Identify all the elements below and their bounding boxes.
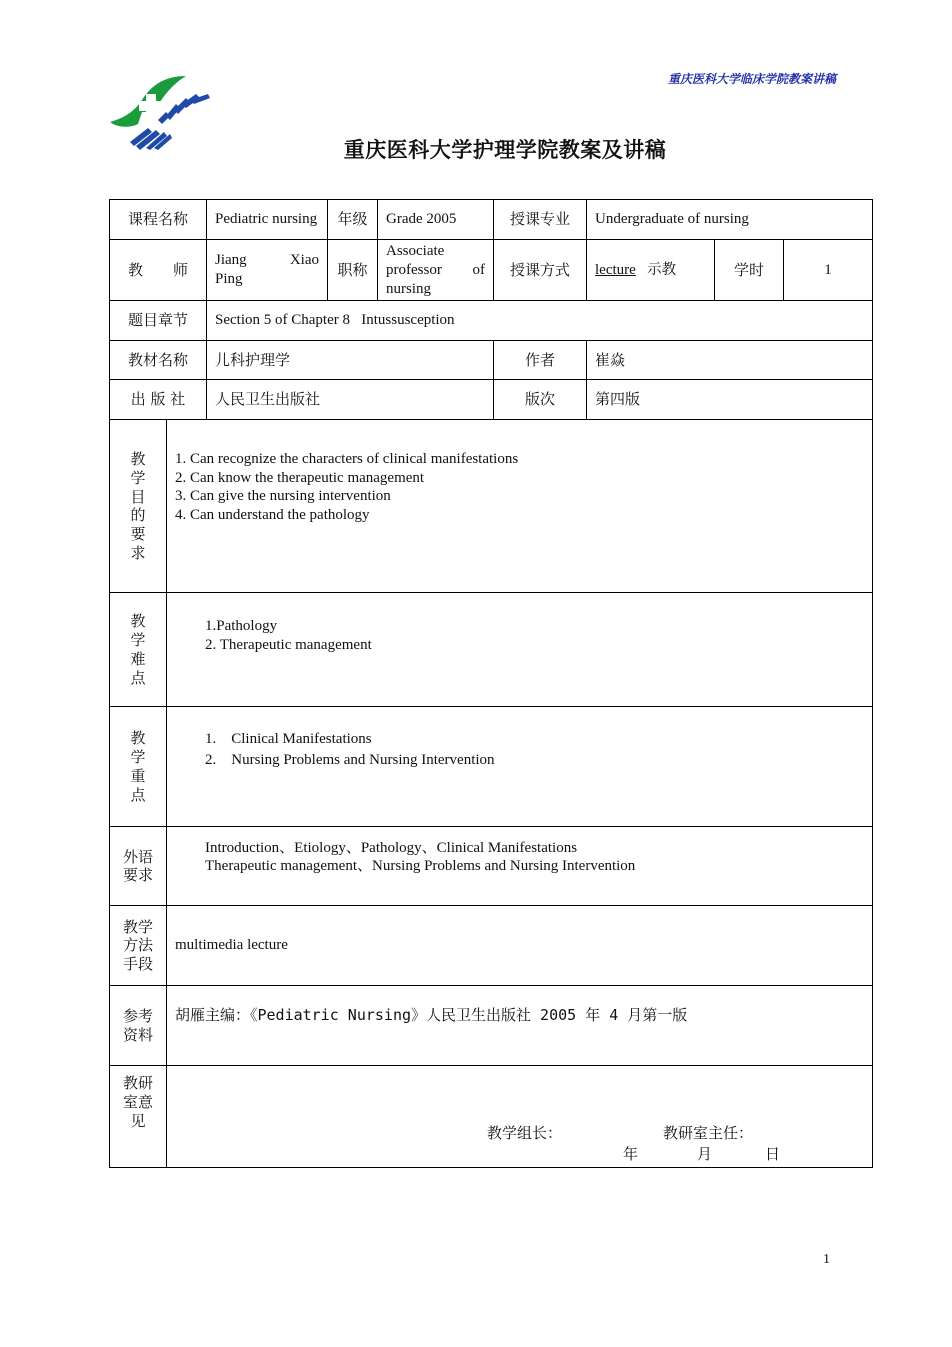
difficulties-label: 教 学 难 点 — [110, 593, 167, 707]
row-publisher — [110, 380, 873, 420]
edition-label: 版次 — [494, 380, 587, 420]
list-item: 4. Can understand the pathology — [175, 507, 370, 523]
course-label: 课程名称 — [110, 200, 207, 240]
major-label: 授课专业 — [494, 200, 587, 240]
list-item: 2. Therapeutic management — [205, 636, 372, 653]
row-teacher — [110, 240, 873, 301]
row-textbook — [110, 341, 873, 380]
publisher-value: 人民卫生出版社 — [207, 380, 494, 420]
page-number: 1 — [823, 1252, 830, 1267]
objectives-label: 教 学 目 的 要 求 — [110, 420, 167, 593]
hours-label: 学时 — [715, 240, 784, 301]
teacher-value: Jiang Xiao Ping — [207, 240, 328, 301]
date-day: 日 — [765, 1145, 781, 1164]
difficulties-content — [167, 593, 873, 707]
teacher-label: 教 师 — [110, 240, 207, 301]
major-value: Undergraduate of nursing — [587, 200, 873, 240]
row-course — [110, 200, 873, 240]
references-label: 参考 资料 — [110, 986, 167, 1066]
row-references — [110, 986, 873, 1066]
title-label: 职称 — [328, 240, 378, 301]
header-tag: 重庆医科大学临床学院教案讲稿 — [667, 72, 836, 86]
list-item: 1. Clinical Manifestations — [205, 730, 372, 747]
foreign-content: Introduction、Etiology、Pathology、Clinical Manifestations Therapeutic management、Nursing Problems and Nursing Intervention — [167, 827, 873, 906]
list-item: 2. Can know the therapeutic management — [175, 469, 425, 486]
title-value: Associate professor of nursing — [378, 240, 494, 301]
row-methods — [110, 906, 873, 986]
course-value: Pediatric nursing — [207, 200, 328, 240]
opinion-label: 教研 室意 见 — [110, 1066, 167, 1168]
keypoints-content — [167, 707, 873, 827]
row-objectives — [110, 420, 873, 593]
textbook-value: 儿科护理学 — [207, 341, 494, 380]
objectives-content — [167, 420, 873, 593]
row-difficulties — [110, 593, 873, 707]
list-item: 2. Nursing Problems and Nursing Intervention — [205, 751, 495, 768]
grade-label: 年级 — [328, 200, 378, 240]
method-label: 授课方式 — [494, 240, 587, 301]
hours-value: 1 — [784, 240, 873, 301]
methods-content: multimedia lecture — [167, 906, 873, 986]
list-item: 3. Can give the nursing intervention — [175, 488, 391, 505]
keypoints-label: 教 学 重 点 — [110, 707, 167, 827]
chapter-label: 题目章节 — [110, 301, 207, 341]
row-opinion — [110, 1066, 873, 1168]
row-chapter — [110, 301, 873, 341]
method-value: lecture 示教 — [587, 240, 715, 301]
chapter-value: Section 5 of Chapter 8 Intussusception — [207, 301, 873, 341]
list-item: 1. Can recognize the characters of clinical manifestations — [175, 450, 519, 467]
dept-head-label: 教研室主任： — [663, 1124, 754, 1143]
group-leader-label: 教学组长： — [487, 1124, 563, 1143]
row-keypoints — [110, 707, 873, 827]
list-item: 1.Pathology — [205, 618, 278, 634]
author-value: 崔焱 — [587, 341, 873, 380]
row-foreign — [110, 827, 873, 906]
document-title: 重庆医科大学护理学院教案及讲稿 — [343, 138, 667, 162]
edition-value: 第四版 — [587, 380, 873, 420]
foreign-label: 外语 要求 — [110, 827, 167, 906]
methods-label: 教学 方法 手段 — [110, 906, 167, 986]
publisher-label: 出 版 社 — [110, 380, 207, 420]
date-month: 月 — [697, 1145, 713, 1164]
opinion-content — [167, 1066, 873, 1168]
textbook-label: 教材名称 — [110, 341, 207, 380]
references-content: 胡雁主编：《Pediatric Nursing》人民卫生出版社 2005 年 4 月第一版 — [167, 986, 873, 1066]
grade-value: Grade 2005 — [378, 200, 494, 240]
date-year: 年 — [623, 1145, 639, 1164]
author-label: 作者 — [494, 341, 587, 380]
lesson-plan-table — [109, 199, 873, 1168]
